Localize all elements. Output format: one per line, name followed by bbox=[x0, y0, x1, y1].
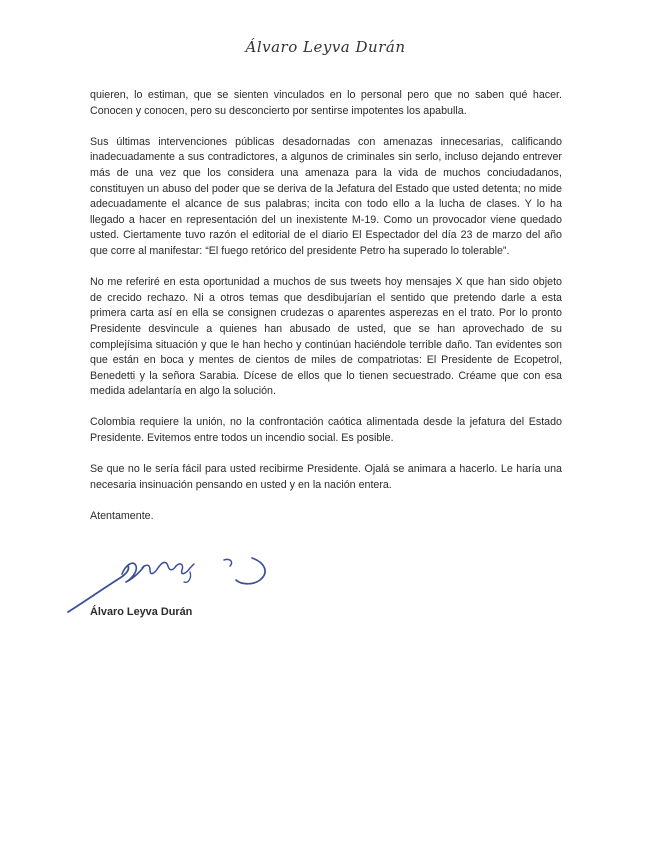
letter-body bbox=[90, 88, 562, 540]
paragraph-5: Se que no le sería fácil para usted recibirme Presidente. Ojalá se animara a hacerlo. Le haría una necesaria insinuación pensando en usted y en la nación entera. bbox=[90, 463, 562, 491]
letterhead-name: Álvaro Leyva Durán bbox=[245, 38, 406, 56]
signer-name: Álvaro Leyva Durán bbox=[90, 606, 193, 618]
paragraph-2: Sus últimas intervenciones públicas desadornadas con amenazas innecesarias, calificando inadecuadamente a sus contradictores, a algunos de criminales sin serlo, incluso dejando entrever más de una vez que los considera una amenaza para la vida de muchos conciudadanos, constituyen un abuso del poder que se deriva de la Jefatura del Estado que usted detenta; no mide adecuadamente el alcance de sus palabras; incita con todo ello a la lucha de clases. Y lo ha llegado a hacer en representación del un inexistente M-19. Como un provocador viene quedado usted. Ciertamente tuvo razón el editorial de el diario El Espectador del día 23 de marzo del año que corre al manifestar: “El fuego retórico del presidente Petro ha superado lo tolerable”. bbox=[90, 135, 562, 257]
closing-salutation: Atentamente. bbox=[90, 510, 154, 523]
paragraph-3: No me referiré en esta oportunidad a muchos de sus tweets hoy mensajes X que han sido objeto de crecido rechazo. Ni a otros temas que desdibujarían el sentido que pretendo darle a esta primera carta así en ella se consignen crudezas o aparentes asperezas en el trato. Por lo pronto Presidente desvincule a quienes han abusado de usted, que se han aprovechado de su complejísima situación y que le han hecho y continúan haciéndole terrible daño. Tan evidentes son que están en boca y mentes de cientos de miles de compatriotas: El Presidente de Ecopetrol, Benedetti y la señora Sarabia. Dícese de ellos que lo tienen secuestrado. Créame que con esa medida adelantaría en algo la solución. bbox=[90, 276, 562, 398]
paragraph-4: Colombia requiere la unión, no la confrontación caótica alimentada desde la jefatura del Estado Presidente. Evitemos entre todos un incendio social. Es posible. bbox=[90, 416, 562, 445]
paragraph-1: quieren, lo estiman, que se sienten vinculados en lo personal pero que no saben qué hacer. Conocen y conocen, pero su desconcierto por sentirse impotentes los apabulla. bbox=[90, 89, 562, 117]
